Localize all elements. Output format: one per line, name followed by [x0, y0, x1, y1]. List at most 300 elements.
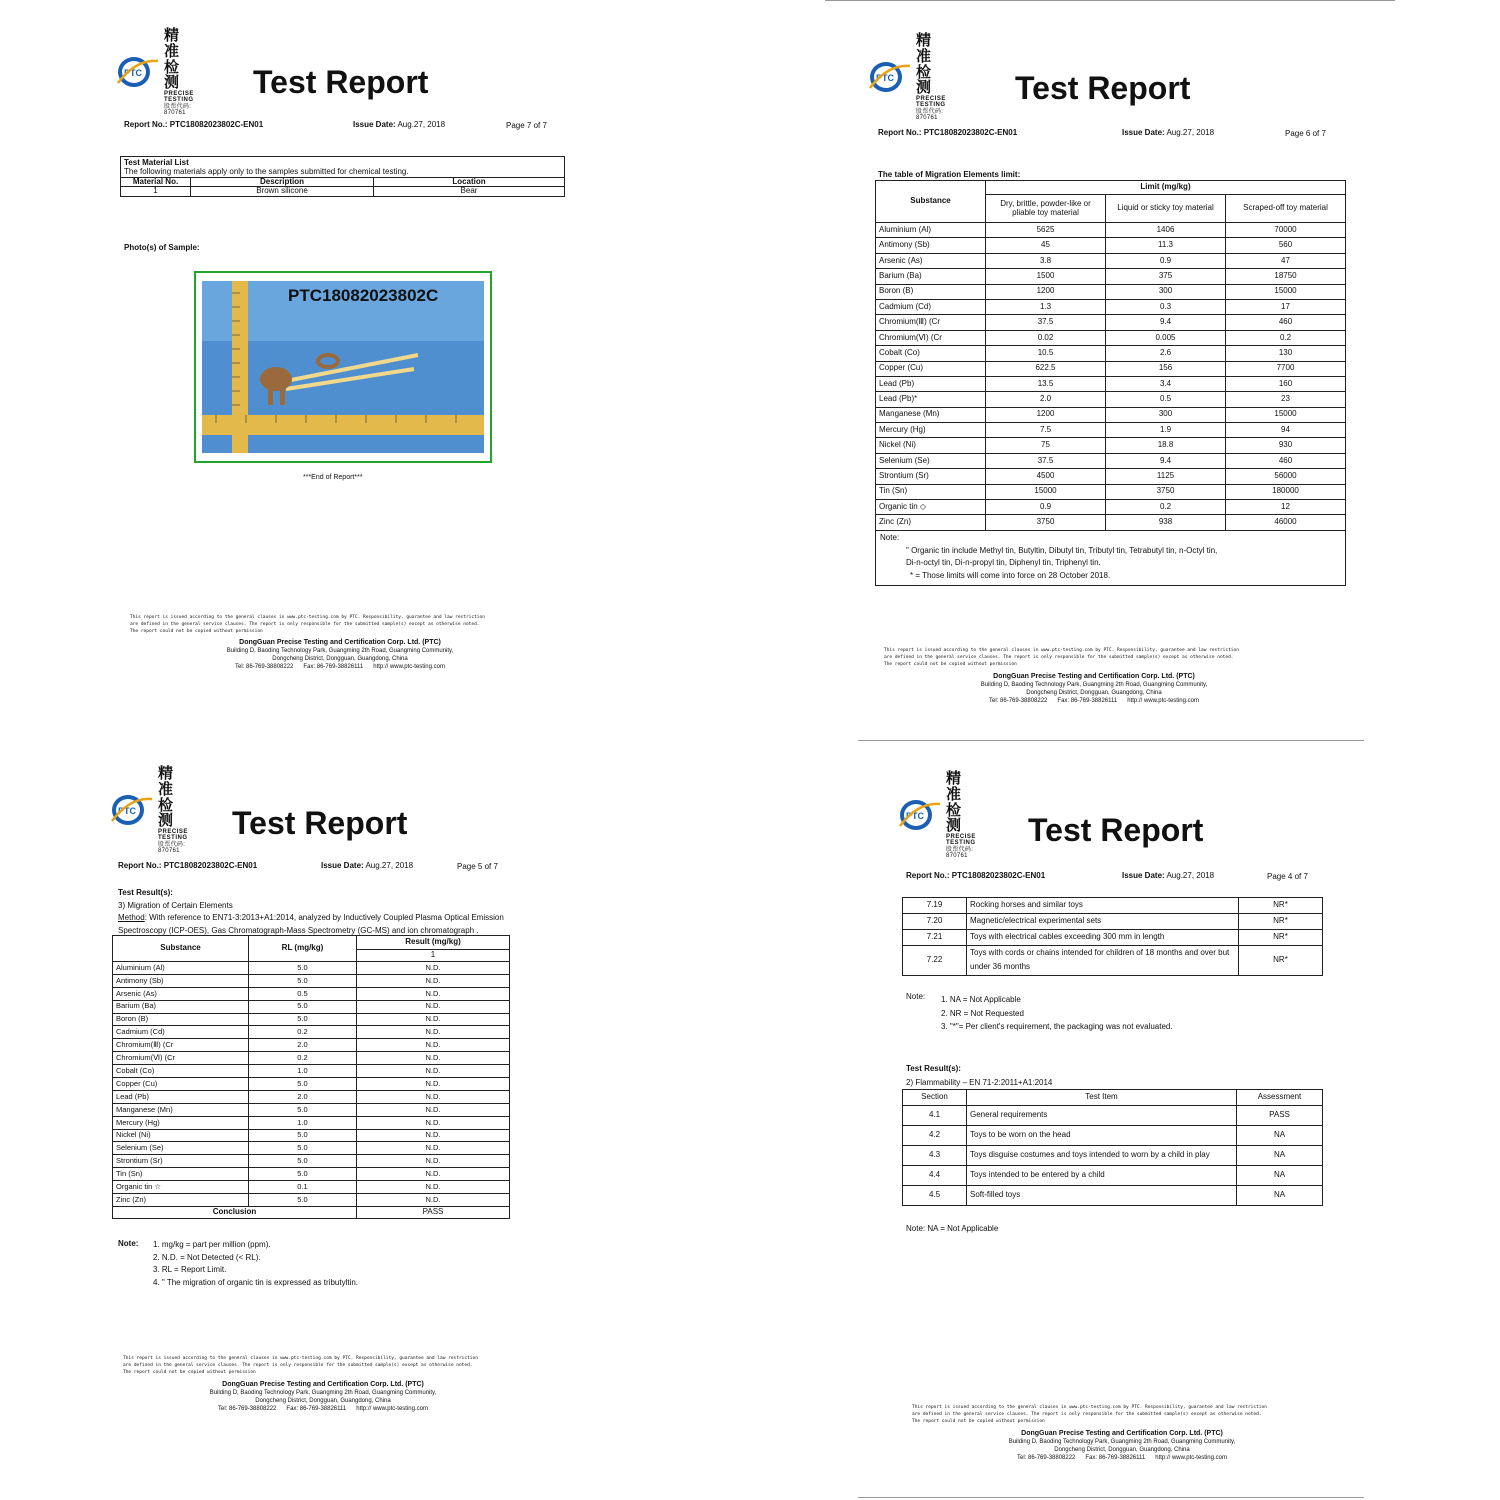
- table-row: [113, 1181, 510, 1194]
- company-name: DongGuan Precise Testing and Certification Corp. Ltd. (PTC): [222, 1380, 424, 1388]
- cell: Zinc (Zn): [113, 1194, 249, 1207]
- table-row: [113, 1078, 510, 1091]
- note-item: 4. " The migration of organic tin is expressed as tributyltin.: [153, 1277, 359, 1287]
- cell: 460: [1226, 315, 1346, 330]
- disclaimer-line-3: The report could not be copied without permission: [884, 662, 1017, 668]
- table-row: [113, 974, 510, 987]
- cell: 2.0: [249, 1090, 357, 1103]
- note-line-2: Di-n-octyl tin, Di-n-propyl tin, Diphenyl tin, Triphenyl tin.: [906, 558, 1101, 568]
- cell: NR*: [1239, 946, 1323, 976]
- issue-date-label: Issue Date:: [353, 120, 396, 129]
- table-row: [876, 376, 1346, 391]
- table-row: [113, 1026, 510, 1039]
- cell: 5.0: [249, 962, 357, 975]
- table-row: [113, 987, 510, 1000]
- ptc-globe-icon: [898, 798, 942, 832]
- cell: N.D.: [357, 1181, 510, 1194]
- issue-date: Aug.27, 2018: [365, 861, 414, 870]
- flammability-table: [902, 1089, 1323, 1206]
- disclaimer-line-2: are defined in the general service clauses. The report is only responsible for the submitted sample(s) except as otherwise noted.: [123, 1363, 473, 1369]
- cell: 23: [1226, 392, 1346, 407]
- address-line-2: Dongcheng District, Dongguan, Guangdong, China: [1026, 690, 1162, 697]
- cell: NR*: [1239, 898, 1323, 914]
- note-label: Note:: [118, 1239, 139, 1248]
- col-section: Section: [903, 1090, 967, 1106]
- cell: Chromium(Ⅲ) (Cr: [113, 1039, 249, 1052]
- ptc-logo: [898, 771, 976, 859]
- cell: Chromium(Ⅲ) (Cr: [876, 315, 986, 330]
- logo-chinese: 精准检测: [916, 32, 933, 97]
- cell: Toys with electrical cables exceeding 300 mm in length: [967, 930, 1239, 946]
- cell: N.D.: [357, 1039, 510, 1052]
- cell: N.D.: [357, 1052, 510, 1065]
- logo-mark: PTC: [118, 806, 136, 817]
- cell: 3.4: [1106, 376, 1226, 391]
- fax: Fax: 86-769-38826111: [1057, 698, 1118, 705]
- disclaimer-line-1: This report is issued according to the general clauses in www.ptc-testing.com by PTC. Responsibility, guarantee and law restriction: [912, 1405, 1267, 1410]
- cell: Arsenic (As): [113, 987, 249, 1000]
- method-line-1: : With reference to EN71-3:2013+A1:2014, analyzed by Inductively Coupled Plasma Optical Emission: [144, 913, 504, 922]
- cell: 2.0: [986, 392, 1106, 407]
- logo-mark: PTC: [906, 811, 924, 822]
- page-title: Test Report: [1028, 812, 1204, 848]
- cell: 375: [1106, 269, 1226, 284]
- cell: Toys disguise costumes and toys intended to worn by a child in play: [967, 1146, 1237, 1166]
- cell: Soft-filled toys: [967, 1186, 1237, 1206]
- cell: 1200: [986, 284, 1106, 299]
- page-divider: [858, 740, 1364, 741]
- cell: 15000: [986, 484, 1106, 499]
- cell: NA: [1237, 1146, 1323, 1166]
- cell: NA: [1237, 1186, 1323, 1206]
- table-row: [876, 269, 1346, 284]
- logo-mark: PTC: [124, 68, 142, 79]
- ptc-globe-icon: [116, 55, 160, 89]
- table-row: [876, 330, 1346, 345]
- cell: 9.4: [1106, 315, 1226, 330]
- ptc-globe-icon: [868, 60, 912, 94]
- cell: 12: [1226, 500, 1346, 515]
- cell: 0.5: [249, 987, 357, 1000]
- table-row: [903, 1126, 1323, 1146]
- cell: Rocking horses and similar toys: [967, 898, 1239, 914]
- page-number: Page 6 of 7: [1285, 129, 1326, 138]
- cell: N.D.: [357, 1155, 510, 1168]
- section-heading: 3) Migration of Certain Elements: [118, 901, 233, 910]
- address-line-2: Dongcheng District, Dongguan, Guangdong, China: [272, 656, 408, 663]
- table-row: [876, 469, 1346, 484]
- cell: Magnetic/electrical experimental sets: [967, 914, 1239, 930]
- table-title: The table of Migration Elements limit:: [878, 170, 1021, 179]
- note-item: 1. NA = Not Applicable: [941, 995, 1021, 1004]
- table-row: [876, 346, 1346, 361]
- page-title: Test Report: [232, 805, 408, 841]
- cell: Brown silicone: [191, 187, 374, 197]
- cell: 9.4: [1106, 453, 1226, 468]
- report-no-label: Report No.:: [118, 861, 162, 870]
- table-row: [113, 1168, 510, 1181]
- cell: 930: [1226, 438, 1346, 453]
- cell: 4.4: [903, 1166, 967, 1186]
- col-assessment: Assessment: [1237, 1090, 1323, 1106]
- table-row: [113, 1000, 510, 1013]
- cell: 3.8: [986, 253, 1106, 268]
- cell: 0.5: [1106, 392, 1226, 407]
- logo-chinese: 精准检测: [164, 27, 181, 92]
- table-row: [903, 930, 1323, 946]
- cell: 5.0: [249, 1155, 357, 1168]
- cell: General requirements: [967, 1106, 1237, 1126]
- cell: N.D.: [357, 1116, 510, 1129]
- cell: 1500: [986, 269, 1106, 284]
- cell: N.D.: [357, 1013, 510, 1026]
- logo-english: PRECISE TESTING: [164, 91, 194, 104]
- report-no: PTC18082023802C-EN01: [163, 861, 258, 870]
- cell: 300: [1106, 284, 1226, 299]
- col-dry-material: Dry, brittle, powder-like or pliable toy material: [986, 195, 1106, 223]
- cell: 7.5: [986, 423, 1106, 438]
- cell: Cadmium (Cd): [876, 299, 986, 314]
- page-divider: [825, 0, 1395, 1]
- cell: N.D.: [357, 1168, 510, 1181]
- cell: 18750: [1226, 269, 1346, 284]
- col-location: Location: [374, 177, 565, 187]
- cell: Antimony (Sb): [113, 974, 249, 987]
- page-number: Page 7 of 7: [506, 121, 547, 130]
- ptc-logo: [110, 766, 188, 854]
- cell: 4.2: [903, 1126, 967, 1146]
- cell: 2.0: [249, 1039, 357, 1052]
- cell: 0.2: [1226, 330, 1346, 345]
- tel: Tel: 86-769-38808222: [989, 698, 1048, 705]
- cell: 1.0: [249, 1116, 357, 1129]
- issue-date: Aug.27, 2018: [1166, 871, 1215, 880]
- cell: Barium (Ba): [113, 1000, 249, 1013]
- table-row: [876, 423, 1346, 438]
- cell: Nickel (Ni): [113, 1129, 249, 1142]
- table-row: [876, 315, 1346, 330]
- col-sample-1: 1: [357, 950, 510, 962]
- cell: 460: [1226, 453, 1346, 468]
- issue-date: Aug.27, 2018: [1166, 128, 1215, 137]
- cell: Toys with cords or chains intended for children of 18 months and over but under 36 months: [967, 946, 1239, 976]
- cell: Organic tin ☆: [113, 1181, 249, 1194]
- cell: Cobalt (Co): [876, 346, 986, 361]
- table-row: [113, 1013, 510, 1026]
- col-substance: Substance: [876, 181, 986, 223]
- cell: 4.5: [903, 1186, 967, 1206]
- disclaimer-line-3: The report could not be copied without permission: [130, 629, 263, 635]
- cell: Lead (Pb)*: [876, 392, 986, 407]
- cell: Lead (Pb): [113, 1090, 249, 1103]
- logo-english: PRECISE TESTING: [946, 834, 976, 847]
- page-number: Page 4 of 7: [1267, 872, 1308, 881]
- ptc-logo: [116, 28, 194, 116]
- cell: Cobalt (Co): [113, 1065, 249, 1078]
- cell: 0.1: [249, 1181, 357, 1194]
- logo-mark: PTC: [876, 73, 894, 84]
- cell: 180000: [1226, 484, 1346, 499]
- report-no: PTC18082023802C-EN01: [951, 871, 1046, 880]
- cell: N.D.: [357, 1142, 510, 1155]
- tel: Tel: 86-769-38808222: [235, 664, 294, 671]
- cell: 10.5: [986, 346, 1106, 361]
- bottom-note: Note: NA = Not Applicable: [906, 1224, 999, 1233]
- logo-stock-code: 股票代码: 870761: [946, 846, 974, 859]
- table-note: [876, 530, 1346, 585]
- cell: Aluminium (Al): [876, 223, 986, 238]
- cell: Toys intended to be entered by a child: [967, 1166, 1237, 1186]
- cell: 5.0: [249, 974, 357, 987]
- cell: Boron (B): [876, 284, 986, 299]
- cell: NR*: [1239, 930, 1323, 946]
- col-result: Result (mg/kg): [357, 936, 510, 950]
- cell: N.D.: [357, 1129, 510, 1142]
- cell: Chromium(Ⅵ) (Cr: [113, 1052, 249, 1065]
- note-label: Note:: [880, 532, 900, 542]
- cell: Boron (B): [113, 1013, 249, 1026]
- cell: 1: [121, 187, 191, 197]
- col-liquid-material: Liquid or sticky toy material: [1106, 195, 1226, 223]
- cell: 300: [1106, 407, 1226, 422]
- table-row: [113, 1142, 510, 1155]
- cell: 46000: [1226, 515, 1346, 530]
- note-item: 2. NR = Not Requested: [941, 1008, 1024, 1018]
- cell: Bear: [374, 187, 565, 197]
- address-line-1: Building D, Baoding Technology Park, Guangming 2th Road, Guangming Community,: [980, 682, 1208, 688]
- tel: Tel: 86-769-38808222: [218, 1406, 277, 1413]
- issue-date-label: Issue Date:: [1122, 871, 1165, 880]
- cell: 7.20: [903, 914, 967, 930]
- method-line-2: Spectroscopy (ICP-OES), Gas Chromatograph-Mass Spectrometry (GC-MS) and ion chromatograph .: [118, 926, 479, 935]
- cell: 938: [1106, 515, 1226, 530]
- cell: Copper (Cu): [113, 1078, 249, 1091]
- col-substance: Substance: [113, 936, 249, 962]
- conclusion-label: Conclusion: [113, 1206, 357, 1218]
- cell: 0.2: [249, 1026, 357, 1039]
- cell: 4.3: [903, 1146, 967, 1166]
- test-results-label: Test Result(s):: [118, 888, 173, 897]
- migration-limits-table: [875, 180, 1346, 586]
- table-row: [876, 392, 1346, 407]
- logo-english: PRECISE TESTING: [158, 829, 188, 842]
- cell: 5.0: [249, 1194, 357, 1207]
- cell: Lead (Pb): [876, 376, 986, 391]
- cell: Tin (Sn): [876, 484, 986, 499]
- note-item: 3. RL = Report Limit.: [153, 1265, 227, 1275]
- cell: N.D.: [357, 1000, 510, 1013]
- page-title: Test Report: [253, 64, 429, 100]
- requirements-table: [902, 897, 1323, 976]
- address-line-1: Building D, Baoding Technology Park, Guangming 2th Road, Guangming Community,: [1008, 1439, 1236, 1445]
- cell: N.D.: [357, 1194, 510, 1207]
- cell: 11.3: [1106, 238, 1226, 253]
- cell: 7.22: [903, 946, 967, 976]
- logo-stock-code: 股票代码: 870761: [164, 103, 192, 116]
- col-rl: RL (mg/kg): [249, 936, 357, 962]
- cell: 18.8: [1106, 438, 1226, 453]
- cell: Aluminium (Al): [113, 962, 249, 975]
- cell: Strontium (Sr): [113, 1155, 249, 1168]
- company-name: DongGuan Precise Testing and Certification Corp. Ltd. (PTC): [1021, 1429, 1223, 1437]
- cell: Toys to be worn on the head: [967, 1126, 1237, 1146]
- cell: 130: [1226, 346, 1346, 361]
- issue-date-label: Issue Date:: [1122, 128, 1165, 137]
- cell: 45: [986, 238, 1106, 253]
- issue-date: Aug.27, 2018: [397, 120, 446, 129]
- cell: N.D.: [357, 974, 510, 987]
- table-row: [113, 962, 510, 975]
- address-line-1: Building D, Baoding Technology Park, Guangming 2th Road, Guangming Community,: [226, 648, 454, 654]
- page-title: Test Report: [1015, 70, 1191, 106]
- cell: NA: [1237, 1166, 1323, 1186]
- cell: Nickel (Ni): [876, 438, 986, 453]
- table-row: [876, 500, 1346, 515]
- cell: Barium (Ba): [876, 269, 986, 284]
- cell: N.D.: [357, 1065, 510, 1078]
- col-description: Description: [191, 177, 374, 187]
- logo-chinese: 精准检测: [158, 765, 175, 830]
- page-footer: [884, 647, 1304, 705]
- cell: 1125: [1106, 469, 1226, 484]
- cell: 37.5: [986, 453, 1106, 468]
- table-row: [876, 484, 1346, 499]
- cell: 94: [1226, 423, 1346, 438]
- report-no-label: Report No.:: [124, 120, 168, 129]
- cell: 0.2: [1106, 500, 1226, 515]
- material-list-note: The following materials apply only to the samples submitted for chemical testing.: [121, 168, 565, 177]
- cell: N.D.: [357, 1103, 510, 1116]
- page-divider: [858, 1497, 1364, 1498]
- website: http:// www.ptc-testing.com: [373, 664, 445, 671]
- page-footer: [123, 1355, 523, 1413]
- material-list-title: Test Material List: [121, 157, 565, 168]
- table-row: [113, 1155, 510, 1168]
- cell: 15000: [1226, 407, 1346, 422]
- cell: 1.9: [1106, 423, 1226, 438]
- report-no-label: Report No.:: [906, 871, 950, 880]
- photo-caption: PTC18082023802C: [288, 286, 439, 305]
- cell: 0.02: [986, 330, 1106, 345]
- cell: 7.19: [903, 898, 967, 914]
- address-line-1: Building D, Baoding Technology Park, Guangming 2th Road, Guangming Community,: [209, 1390, 437, 1396]
- cell: 1200: [986, 407, 1106, 422]
- disclaimer-line-2: are defined in the general service clauses. The report is only responsible for the submitted sample(s) except as otherwise noted.: [912, 1412, 1262, 1418]
- ptc-logo: [868, 33, 946, 121]
- cell: Mercury (Hg): [876, 423, 986, 438]
- table-row: [113, 1052, 510, 1065]
- cell: 5.0: [249, 1078, 357, 1091]
- cell: 1.0: [249, 1065, 357, 1078]
- fax: Fax: 86-769-38826111: [303, 664, 364, 671]
- table-row: [876, 407, 1346, 422]
- cell: 3750: [986, 515, 1106, 530]
- migration-results-table: [112, 935, 510, 1219]
- cell: 156: [1106, 361, 1226, 376]
- report-no: PTC18082023802C-EN01: [169, 120, 264, 129]
- conclusion-value: PASS: [357, 1206, 510, 1218]
- table-row: [903, 898, 1323, 914]
- table-row: [113, 1039, 510, 1052]
- cell: 70000: [1226, 223, 1346, 238]
- cell: PASS: [1237, 1106, 1323, 1126]
- col-limit: Limit (mg/kg): [986, 181, 1346, 195]
- cell: 7700: [1226, 361, 1346, 376]
- table-row: [113, 1090, 510, 1103]
- cell: NA: [1237, 1126, 1323, 1146]
- cell: 5.0: [249, 1142, 357, 1155]
- cell: 5.0: [249, 1129, 357, 1142]
- method-label: Method: [118, 913, 145, 922]
- cell: 15000: [1226, 284, 1346, 299]
- table-row: [113, 1129, 510, 1142]
- cell: 1406: [1106, 223, 1226, 238]
- cell: Mercury (Hg): [113, 1116, 249, 1129]
- cell: 0.9: [1106, 253, 1226, 268]
- cell: 5.0: [249, 1168, 357, 1181]
- table-row: [113, 1103, 510, 1116]
- address-line-2: Dongcheng District, Dongguan, Guangdong, China: [255, 1398, 391, 1405]
- logo-chinese: 精准检测: [946, 770, 963, 835]
- cell: 7.21: [903, 930, 967, 946]
- report-no-label: Report No.:: [878, 128, 922, 137]
- cell: NR*: [1239, 914, 1323, 930]
- table-row: [876, 284, 1346, 299]
- cell: 56000: [1226, 469, 1346, 484]
- notes-list: [941, 993, 1173, 1034]
- table-row: [876, 453, 1346, 468]
- page-footer: [130, 614, 550, 671]
- note-item: 1. mg/kg = part per million (ppm).: [153, 1240, 271, 1249]
- table-row: [113, 1116, 510, 1129]
- cell: Chromium(Ⅵ) (Cr: [876, 330, 986, 345]
- cell: 3750: [1106, 484, 1226, 499]
- cell: 2.6: [1106, 346, 1226, 361]
- cell: Organic tin ◇: [876, 500, 986, 515]
- cell: 17: [1226, 299, 1346, 314]
- cell: N.D.: [357, 962, 510, 975]
- cell: Cadmium (Cd): [113, 1026, 249, 1039]
- disclaimer-line-1: This report is issued according to the general clauses in www.ptc-testing.com by PTC. Responsibility, guarantee and law restriction: [884, 648, 1239, 653]
- cell: N.D.: [357, 1090, 510, 1103]
- cell: N.D.: [357, 1078, 510, 1091]
- cell: 47: [1226, 253, 1346, 268]
- disclaimer-line-3: The report could not be copied without permission: [123, 1370, 256, 1376]
- table-row: [903, 1146, 1323, 1166]
- fax: Fax: 86-769-38826111: [286, 1406, 347, 1413]
- address-line-2: Dongcheng District, Dongguan, Guangdong, China: [1054, 1447, 1190, 1454]
- material-list-table: [120, 156, 565, 197]
- cell: Selenium (Se): [876, 453, 986, 468]
- cell: 160: [1226, 376, 1346, 391]
- cell: Tin (Sn): [113, 1168, 249, 1181]
- issue-date-label: Issue Date:: [321, 861, 364, 870]
- cell: 37.5: [986, 315, 1106, 330]
- disclaimer-line-1: This report is issued according to the general clauses in www.ptc-testing.com by PTC. Responsibility, guarantee and law restriction: [123, 1356, 478, 1361]
- cell: Antimony (Sb): [876, 238, 986, 253]
- note-item: 3. "*"= Per client's requirement, the packaging was not evaluated.: [941, 1022, 1173, 1031]
- website: http:// www.ptc-testing.com: [356, 1406, 428, 1413]
- ptc-globe-icon: [110, 793, 154, 827]
- table-row: [876, 253, 1346, 268]
- logo-stock-code: 股票代码: 870761: [916, 108, 944, 121]
- tel: Tel: 86-769-38808222: [1017, 1455, 1076, 1462]
- website: http:// www.ptc-testing.com: [1155, 1455, 1227, 1462]
- col-material-no: Material No.: [121, 177, 191, 187]
- table-row: [876, 223, 1346, 238]
- cell: 1.3: [986, 299, 1106, 314]
- table-row: [876, 438, 1346, 453]
